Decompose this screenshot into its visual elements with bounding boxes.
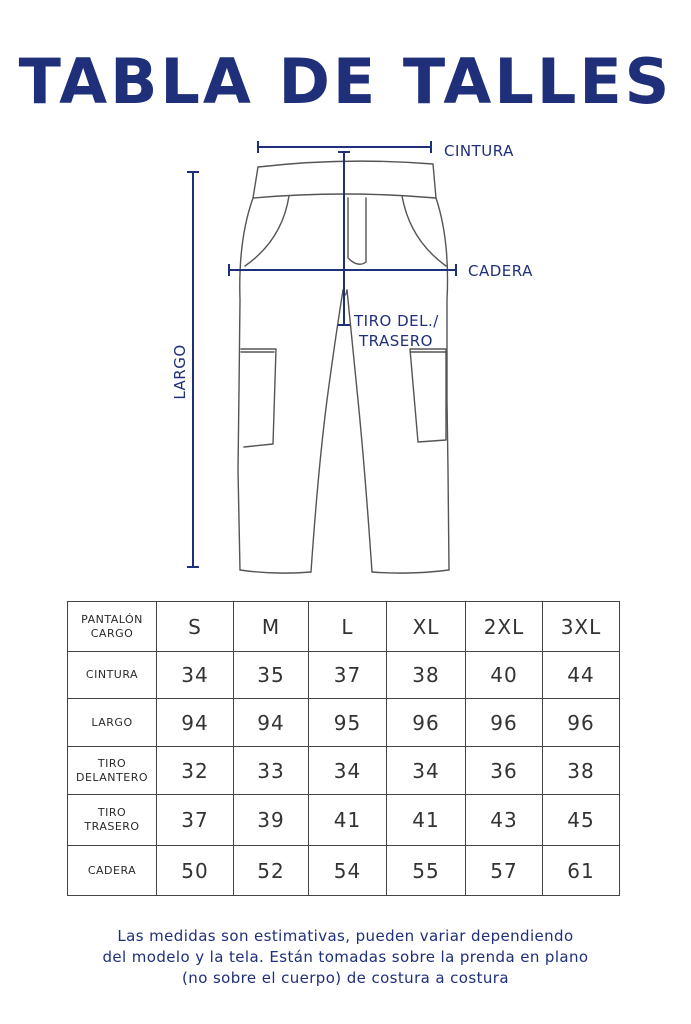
largo-label: LARGO: [171, 344, 189, 400]
table-header-row: [68, 602, 620, 652]
table-row: [68, 747, 620, 795]
table-cell: 50: [157, 846, 234, 896]
size-header: M: [234, 602, 309, 652]
tiro-label-line1: TIRO DEL./: [354, 312, 439, 330]
table-cell: 96: [543, 699, 620, 747]
cadera-label: CADERA: [468, 262, 533, 280]
size-header: 3XL: [543, 602, 620, 652]
row-label: LARGO: [68, 699, 157, 747]
row-label: CADERA: [68, 846, 157, 896]
table-cell: 52: [234, 846, 309, 896]
footnote-line: del modelo y la tela. Están tomadas sobre la prenda en plano: [102, 948, 589, 966]
table-cell: 38: [387, 652, 466, 699]
page-title: TABLA DE TALLES: [18, 45, 673, 118]
table-cell: 41: [387, 795, 466, 846]
table-cell: 41: [309, 795, 387, 846]
footnote-line: Las medidas son estimativas, pueden variar dependiendo: [117, 927, 574, 945]
row-label: CINTURA: [68, 652, 157, 699]
table-cell: 37: [157, 795, 234, 846]
table-cell: 61: [543, 846, 620, 896]
size-header: L: [309, 602, 387, 652]
table-row: [68, 846, 620, 896]
table-cell: 95: [309, 699, 387, 747]
tiro-label-line2: TRASERO: [359, 332, 433, 350]
footnote-line: (no sobre el cuerpo) de costura a costura: [182, 969, 509, 987]
size-header: S: [157, 602, 234, 652]
table-row: [68, 652, 620, 699]
size-header: 2XL: [466, 602, 543, 652]
table-cell: 36: [466, 747, 543, 795]
table-row: [68, 795, 620, 846]
table-cell: 35: [234, 652, 309, 699]
table-cell: 96: [466, 699, 543, 747]
table-cell: 54: [309, 846, 387, 896]
row-label: TIRO TRASERO: [68, 795, 157, 846]
table-cell: 33: [234, 747, 309, 795]
cintura-label: CINTURA: [444, 142, 514, 160]
table-cell: 43: [466, 795, 543, 846]
table-cell: 37: [309, 652, 387, 699]
table-cell: 34: [309, 747, 387, 795]
table-cell: 39: [234, 795, 309, 846]
table-cell: 38: [543, 747, 620, 795]
table-cell: 34: [157, 652, 234, 699]
size-header: XL: [387, 602, 466, 652]
table-cell: 94: [157, 699, 234, 747]
measurement-disclaimer: [40, 926, 651, 989]
table-cell: 32: [157, 747, 234, 795]
size-table: [67, 601, 620, 896]
table-cell: 45: [543, 795, 620, 846]
table-cell: 57: [466, 846, 543, 896]
table-cell: 34: [387, 747, 466, 795]
row-label: TIRO DELANTERO: [68, 747, 157, 795]
table-cell: 44: [543, 652, 620, 699]
table-cell: 40: [466, 652, 543, 699]
table-corner-label: PANTALÓN CARGO: [68, 602, 157, 652]
table-row: [68, 699, 620, 747]
measurement-lines: [187, 141, 456, 567]
table-cell: 55: [387, 846, 466, 896]
table-cell: 94: [234, 699, 309, 747]
table-cell: 96: [387, 699, 466, 747]
